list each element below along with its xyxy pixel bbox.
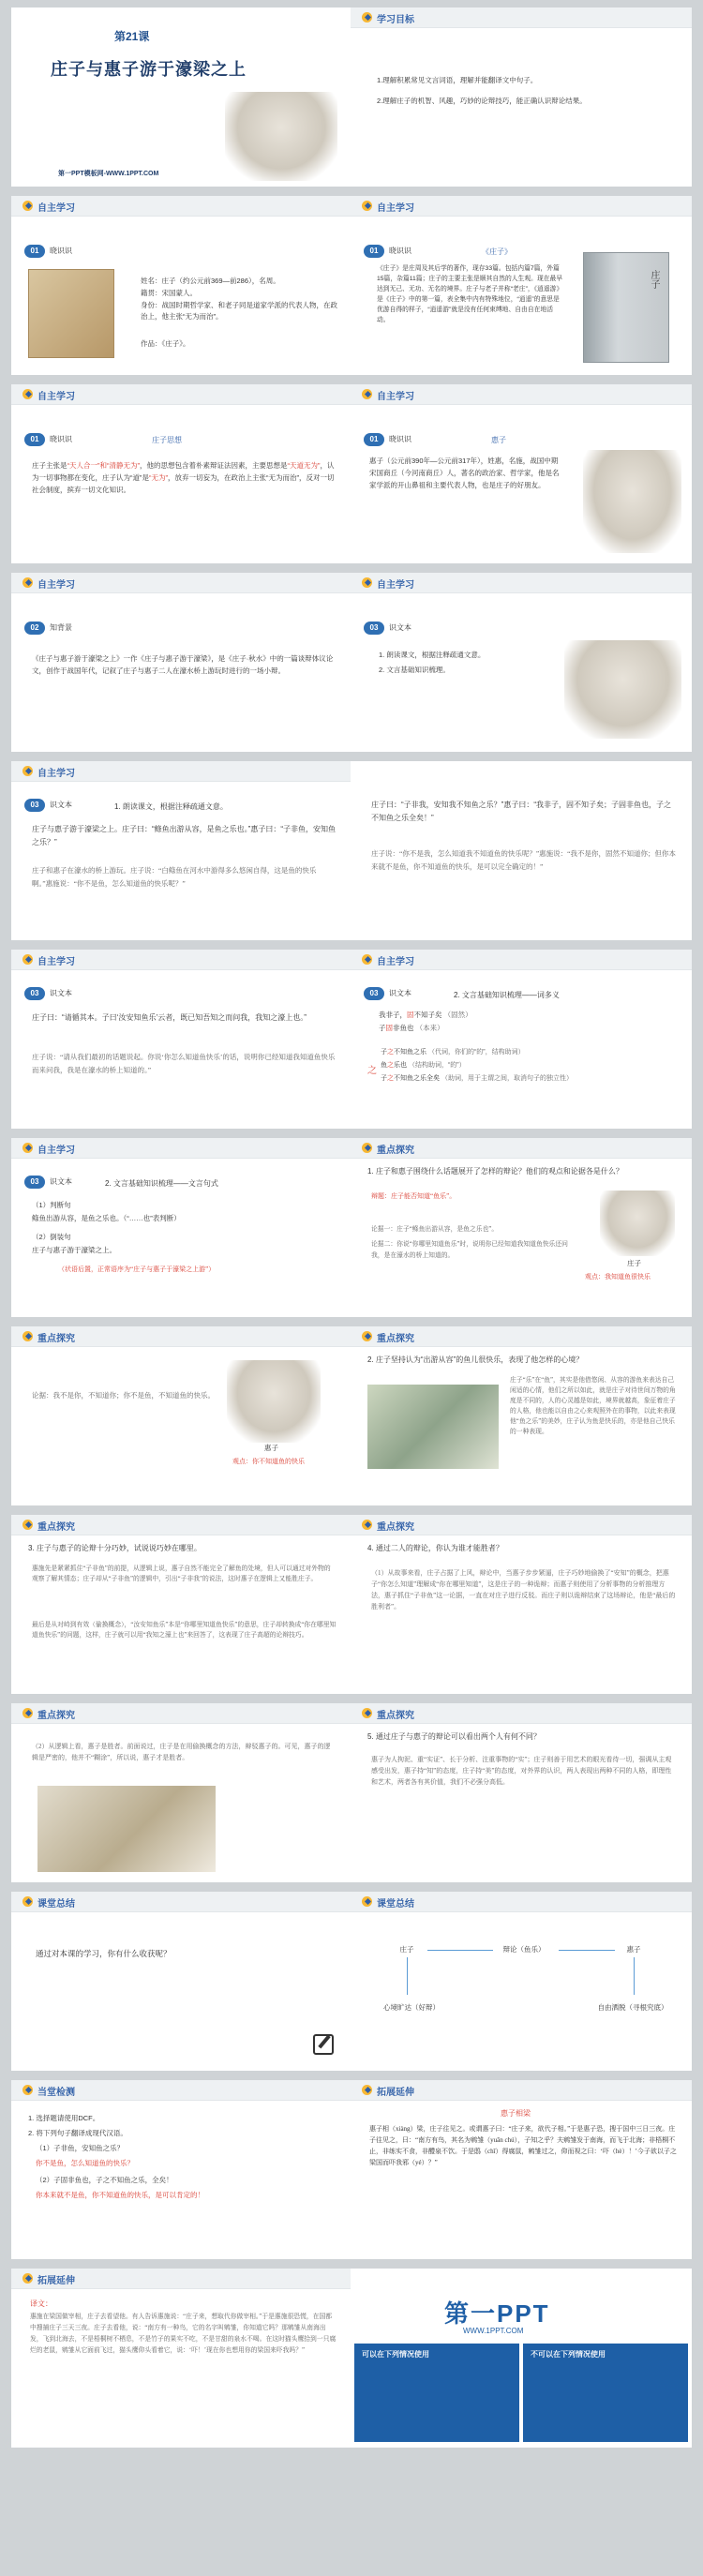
section-number: 03 (24, 987, 45, 1000)
section-title: 晓识识 (389, 247, 411, 255)
node-zhuangzi-trait: 心境旷达（好辩） (383, 2003, 440, 2012)
arrow-right (559, 1950, 615, 1951)
judgment-example: 鲦鱼出游从容，是鱼之乐也。（“……也”表判断） (32, 1214, 181, 1222)
argument: 论据：我不是你，不知道你；你不是鱼，不知道鱼的快乐。 (32, 1391, 215, 1400)
slide-7 (11, 573, 352, 752)
polysemy-gu-2: 子固非鱼也 （本来） (379, 1024, 444, 1032)
slide-header: 重点探究 (37, 1711, 75, 1721)
figure-caption: 庄子 (627, 1259, 641, 1267)
edit-icon (313, 2034, 334, 2055)
slide-header: 自主学习 (37, 769, 75, 779)
test-q1: （1）子非鱼，安知鱼之乐？ (36, 2144, 125, 2152)
allowed-heading: 可以在下列情况使用 (362, 2350, 429, 2359)
slide-header: 拓展延伸 (37, 2276, 75, 2286)
header-tag-icon (362, 12, 372, 22)
slide-19 (11, 1703, 352, 1882)
polysemy-zhi-2: 鱼之乐也 （结构助词，“的”） (381, 1062, 466, 1069)
question: 1. 庄子和惠子围绕什么话题展开了怎样的辩论？他们的观点和论据各是什么？ (367, 1167, 623, 1176)
header-tag-icon (22, 2085, 33, 2095)
test-q2: （2）子固非鱼也，子之不知鱼之乐，全矣！ (36, 2176, 173, 2184)
slide-11 (11, 950, 352, 1129)
slide-header: 自主学习 (377, 203, 414, 214)
sub-title: 庄子思想 (152, 436, 182, 444)
question: 3. 庄子与惠子的论辩十分巧妙，试说说巧妙在哪里。 (28, 1544, 202, 1552)
thought-paragraph: 庄子主张是“天人合一”和“清静无为”，他的思想包含着朴素辩证法因素，主要思想是“天道无为”，认为一切事物都在变化，庄子认为“道”是“无为”，放弃一切妄为，在政治上主张“无为而治”，反对一切社会制度，摈弃一切文化知识。 (32, 461, 335, 494)
header-tag-icon (22, 1143, 33, 1153)
arrow-down-left (407, 1957, 408, 1995)
header-tag-icon (362, 954, 372, 965)
slide-23 (11, 2080, 352, 2259)
slide-9 (11, 761, 352, 940)
section-title: 识文本 (50, 801, 72, 809)
answer-text: （1）从故事来看，庄子占据了上风，辩论中，当惠子步步紧逼，庄子巧妙地偷换了“安知”的概念，把惠子“你怎么知道”理解成“你在哪里知道”，这是庄子的一种诡辩；而惠子则使用了分析事物的分析推理方法，惠子抓住“子非鱼”这一论据，一直在对庄子进行反驳。而庄子则以诡辩结束了这场辩论，他是“最后的胜利者”。 (371, 1569, 676, 1610)
question: 5. 通过庄子与惠子的辩论可以看出两个人有何不同？ (367, 1732, 541, 1741)
polysemy-gu-1: 我非子，固不知子矣 （固然） (379, 1011, 472, 1019)
header-tag-icon (362, 201, 372, 211)
polysemy-zhi-3: 子之不知鱼之乐全矣 （助词，用于主谓之间，取消句子的独立性） (381, 1075, 573, 1082)
header-tag-icon (362, 1896, 372, 1907)
background-text: 《庄子与惠子游于濠梁之上》一作《庄子与惠子游于濠梁》，是《庄子·秋水》中的一篇谈辩体议论文，创作于战国年代，记叙了庄子与惠子二人在濠水桥上游玩时进行的一场小辩。 (32, 654, 334, 675)
slide-13 (11, 1138, 352, 1317)
header-tag-icon (22, 1896, 33, 1907)
inversion-heading: （2）倒装句 (32, 1233, 71, 1241)
zhuangzi-ink-illustration (225, 92, 337, 181)
inversion-example: 庄子与惠子游于濠梁之上。 (32, 1246, 116, 1254)
slide-18 (351, 1515, 692, 1694)
node-huizi-trait: 自由洒脱（寻根究底） (597, 2003, 668, 2012)
slide-8 (351, 573, 692, 752)
huizi-bio: 惠子（公元前390年—公元前317年），姓惠，名施，战国中期宋国商丘（今河南商丘）人，著名的政治家、哲学家，他是名家学派的开山鼻祖和主要代表人物，也是庄子的好朋友。 (369, 457, 560, 489)
zhuangzi-portrait (28, 269, 114, 358)
node-huizi: 惠子 (626, 1945, 641, 1954)
answer-p2: 最后是从对峙到有效（偷换概念），“汝安知鱼乐”本是“你哪里知道鱼快乐”的意思，庄子却转换成“你在哪里知道鱼快乐”的问题，这样，庄子就可以用“我知之濠上也”来回答了，这表现了庄子高超的论辩技巧。 (32, 1622, 337, 1639)
slide-10 (351, 761, 692, 940)
section-title: 知背景 (50, 623, 72, 632)
slide-6 (351, 384, 692, 563)
argument-1: 论据一：庄子“鲦鱼出游从容，是鱼之乐也”。 (371, 1226, 499, 1233)
slide-header: 自主学习 (37, 580, 75, 591)
header-tag-icon (22, 389, 33, 399)
header-tag-icon (22, 2273, 33, 2284)
sub-title: 惠子 (491, 436, 506, 444)
section-number: 01 (364, 245, 384, 258)
node-zhuangzi: 庄子 (399, 1945, 414, 1954)
answer-text: （2）从逻辑上看，惠子是胜者。前面说过，庄子是在用偷换概念的方法，辩驳惠子的。可见，惠子的逻辑是严密的，他并不“糊涂”，所以说，惠子才是胜者。 (32, 1743, 331, 1761)
sub-title: 惠子相梁 (501, 2109, 531, 2118)
slide-header: 重点探究 (377, 1334, 414, 1344)
slide-header: 重点探究 (377, 1522, 414, 1533)
slide-header: 重点探究 (377, 1711, 414, 1721)
section-number: 02 (24, 622, 45, 635)
section-number: 01 (364, 433, 384, 446)
answer-text: 庄子“乐”在“鱼”，其实是他借悠闲、从容的游鱼来表达自己闲适的心情，他们之所以如此，就是庄子对待世间万物的角度是不同的，人的心灵越是如此，境界就越高，象征着庄子的人格，他也能以自由之心来观照外在的事物，以此来表现他“鱼之乐”的美妙，庄子认为鱼是快乐的，亦是他自己快乐的一种表现。 (510, 1377, 676, 1435)
book-description: 《庄子》是庄周及其后学的著作，现存33篇。包括内篇7篇，外篇15篇，杂篇11篇；庄子的主要主张是顺其自然的人生观。现在最早达到无己、无功、无名的境界。庄子与老子并称“老庄”，《逍遥游》是《庄子》中的第一篇，表全集中内有特殊地位，“逍遥”的意思是优游自得的样子，“逍遥游”就是没有任何束缚地、自由自在地活动。 (377, 265, 563, 323)
brand-url: WWW.1PPT.COM (463, 2327, 524, 2335)
test-a2: 你本来就不是鱼，你不知道鱼的快乐，是可以肯定的！ (36, 2191, 204, 2199)
slide-header: 自主学习 (37, 1146, 75, 1156)
slide-header: 重点探究 (37, 1522, 75, 1533)
slide-24 (351, 2080, 692, 2259)
slide-5 (11, 384, 352, 563)
question: 2. 庄子坚持认为“出游从容”的鱼儿很快乐，表现了他怎样的心境？ (367, 1355, 584, 1364)
header-tag-icon (22, 1331, 33, 1341)
slide-header: 自主学习 (377, 392, 414, 402)
viewpoint: 观点：我知道鱼很快乐 (585, 1273, 651, 1281)
header-tag-icon (362, 1708, 372, 1718)
test-item-1: 1. 选择题请使用DCF。 (28, 2114, 100, 2122)
figure-caption: 惠子 (264, 1444, 278, 1452)
slide-14 (351, 1138, 692, 1317)
original-text: 庄子与惠子游于濠梁之上。庄子曰：“鲦鱼出游从容，是鱼之乐也。”惠子曰：“子非鱼，安知鱼之乐？” (32, 825, 336, 846)
header-tag-icon (362, 577, 372, 588)
argument-2: 论据二：你说“你哪里知道鱼乐”时，说明你已经知道我知道鱼快乐还问我，是在濠水的桥上知道的。 (371, 1241, 568, 1259)
slide-25 (11, 2269, 352, 2448)
test-item-2: 2. 将下列句子翻译成现代汉语。 (28, 2129, 127, 2137)
slide-header: 学习目标 (377, 15, 414, 25)
bio-works: 作品：《庄子》。 (141, 339, 190, 348)
lesson-number: 第21课 (114, 30, 150, 43)
bio-name: 姓名：庄子（约公元前369—前286），名周。 (141, 277, 280, 285)
slide-header: 课堂总结 (377, 1899, 414, 1910)
section-number: 03 (24, 1176, 45, 1189)
brand-text: 第一PPT模板网-WWW.1PPT.COM (58, 171, 159, 177)
section-title: 晓识识 (50, 435, 72, 443)
slide-header: 课堂总结 (37, 1899, 75, 1910)
translation-text: 庄子和惠子在濠水的桥上游玩。庄子说：“白鲦鱼在河水中游得多么悠闲自得，这是鱼的快乐啊。”惠施说：“你不是鱼，怎么知道鱼的快乐呢？” (32, 866, 317, 888)
slide-header: 当堂检测 (37, 2088, 75, 2098)
translation-label: 译文： (30, 2299, 52, 2308)
task-2: 2. 文言基础知识梳理。 (379, 666, 450, 674)
original-text: 庄子曰：“请循其本。子曰‘汝安知鱼乐’云者，既已知吾知之而问我，我知之濠上也。” (32, 1013, 307, 1022)
slide-22 (351, 1892, 692, 2071)
slide-12 (351, 950, 692, 1129)
sub-title: 2. 文言基础知识梳理——文言句式 (105, 1179, 218, 1188)
sub-title: 2. 文言基础知识梳理——词多义 (454, 991, 560, 999)
polysemy-zhi-1: 子之不知鱼之乐 （代词，你们的“的”，结构助词） (381, 1049, 525, 1056)
zhi-label: 之 (367, 1066, 377, 1076)
brand-logo: 第一PPT (444, 2299, 550, 2328)
arrow-left (427, 1950, 493, 1951)
test-a1: 你不是鱼，怎么知道鱼的快乐？ (36, 2159, 134, 2167)
book-title: 《庄子》 (482, 247, 512, 256)
header-tag-icon (22, 201, 33, 211)
slide-header: 自主学习 (377, 957, 414, 967)
translation-text: 庄子说：“请从我们最初的话题说起。你说‘你怎么知道鱼快乐’的话，说明你已经知道我知道鱼快乐而来问我，我是在濠水的桥上知道的。” (32, 1053, 336, 1074)
node-debate: 辩论（鱼乐） (502, 1945, 546, 1954)
usage-panel-forbidden (523, 2344, 688, 2442)
section-number: 01 (24, 433, 45, 446)
sub-title: 1. 朗读课文，根据注释疏通文意。 (114, 802, 228, 811)
debate-topic: 辩题：庄子能否知道“鱼乐”。 (371, 1192, 456, 1200)
extension-text: 惠子相（xiàng）梁，庄子往见之。或谓惠子曰：“庄子来，欲代子相。”于是惠子恐，搜于国中三日三夜。庄子往见之，曰：“南方有鸟，其名为鹓雏（yuān chú），子知之乎？夫鹓雏发于南海，而飞于北海；非梧桐不止，非练实不食，非醴泉不饮。于是鸱（chī）得腐鼠，鹓雏过之，仰而视之曰：‘吓（hè）！’今子欲以子之梁国而吓我邪（yé）？” (369, 2125, 677, 2166)
section-number: 03 (364, 987, 384, 1000)
section-title: 识文本 (50, 1177, 72, 1186)
header-tag-icon (362, 1143, 372, 1153)
huizi-sketch (583, 450, 681, 553)
header-tag-icon (22, 954, 33, 965)
section-title: 识文本 (50, 989, 72, 997)
bio-identity: 身份：战国时期哲学家、和老子同是道家学派的代表人物，在政治上，他主张“无为而治”。 (141, 301, 337, 321)
header-tag-icon (362, 389, 372, 399)
book-cover-image: 庄子 (583, 252, 669, 363)
judgment-heading: （1）判断句 (32, 1201, 71, 1209)
question: 4. 通过二人的辩论，你认为谁才能胜者？ (367, 1544, 503, 1552)
summary-prompt: 通过对本课的学习，你有什么收获呢？ (36, 1949, 172, 1958)
answer-text: 惠子为人拘泥、重“实证”、长于分析、注重事物的“实”；庄子则善于用艺术的眼光看待一切，强调从主观感受出发，惠子持“知”的态度，庄子持“美”的态度，对外界的认识，两人表现出两种不同的人格，即理性和艺术，两者各有其价值，我们不必强分高低。 (371, 1756, 672, 1786)
slide-2 (351, 7, 692, 187)
translation-text: 惠施在梁国做宰相，庄子去看望他。有人告诉惠施说：“庄子来，想取代你做宰相。”于是惠施很恐慌，在国都中搜捕庄子三天三夜。庄子去看他，说：“南方有一种鸟，它的名字叫鹓雏，你知道它吗？那鹓雏从南海出发，飞到北海去，不是梧桐树不栖息，不是竹子的果实不吃，不是甘甜的泉水不喝。在这时猫头鹰拾到一只腐烂的老鼠，鹓雏从它面前飞过，猫头鹰仰头看着它，说：‘吓！’现在你也想用你的梁国来吓我吗？” (30, 2314, 337, 2354)
slide-4 (351, 196, 692, 375)
header-tag-icon (362, 2085, 372, 2095)
slide-26 (351, 2269, 692, 2448)
figures-painting (37, 1786, 216, 1872)
usage-panel-allowed (354, 2344, 519, 2442)
section-number: 03 (24, 799, 45, 812)
lesson-title: 庄子与惠子游于濠梁之上 (51, 60, 247, 79)
translation-text: 庄子说：“你不是我，怎么知道我不知道鱼的快乐呢？”惠施说：“我不是你，固然不知道你；但你本来就不是鱼，你不知道鱼的快乐，是可以完全确定的！” (371, 849, 676, 871)
header-tag-icon (22, 766, 33, 776)
slide-17 (11, 1515, 352, 1694)
slide-20 (351, 1703, 692, 1882)
slide-21 (11, 1892, 352, 2071)
bio-origin: 籍贯：宋国蒙人。 (141, 289, 197, 297)
section-title: 识文本 (389, 623, 411, 632)
slide-header: 自主学习 (377, 580, 414, 591)
answer-p1: 惠施先是紧紧抓住“子非鱼”的前提，从逻辑上说，惠子自然不能完全了解鱼的处境，但人可以通过对外物的观察了解其情态；庄子却从“子非鱼”的逻辑中，引出“子非我”的说法，这时惠子在逻辑上又能胜庄子。 (32, 1565, 331, 1582)
slide-header: 重点探究 (37, 1334, 75, 1344)
slide-1 (11, 7, 352, 187)
goal-1: 1.理解积累常见文言词语，理解并能翻译文中句子。 (377, 76, 538, 84)
arrow-down-right (634, 1957, 635, 1995)
huizi-figure (227, 1360, 321, 1443)
section-title: 晓识识 (50, 247, 72, 255)
slide-header: 重点探究 (377, 1146, 414, 1156)
landscape-painting (367, 1385, 499, 1469)
viewpoint: 观点：你不知道鱼的快乐 (232, 1458, 305, 1465)
forbidden-heading: 不可以在下列情况使用 (531, 2350, 606, 2359)
header-tag-icon (22, 577, 33, 588)
header-tag-icon (362, 1520, 372, 1530)
slide-header: 拓展延伸 (377, 2088, 414, 2098)
section-number: 03 (364, 622, 384, 635)
slide-15 (11, 1326, 352, 1505)
original-text: 庄子曰：“子非我，安知我不知鱼之乐？”惠子曰：“我非子，固不知子矣；子固非鱼也，子之不知鱼之乐全矣！” (371, 801, 671, 822)
task-1: 1. 朗读课文，根据注释疏通文意。 (379, 651, 486, 659)
slide-header: 自主学习 (37, 392, 75, 402)
zhuangzi-figure (600, 1191, 675, 1256)
inversion-note: （状语后置，正常语序为“庄子与惠子于濠梁之上游”） (58, 1266, 216, 1273)
section-title: 晓识识 (389, 435, 411, 443)
header-tag-icon (22, 1520, 33, 1530)
header-tag-icon (362, 1331, 372, 1341)
slide-16 (351, 1326, 692, 1505)
slide-header: 自主学习 (37, 957, 75, 967)
slide-3 (11, 196, 352, 375)
section-title: 识文本 (389, 989, 411, 997)
header-tag-icon (22, 1708, 33, 1718)
section-number: 01 (24, 245, 45, 258)
goal-2: 2.理解庄子的机智、风趣，巧妙的论辩技巧，能正确认识辩论结果。 (377, 97, 587, 105)
slide-header: 自主学习 (37, 203, 75, 214)
bridge-sketch (564, 640, 681, 739)
